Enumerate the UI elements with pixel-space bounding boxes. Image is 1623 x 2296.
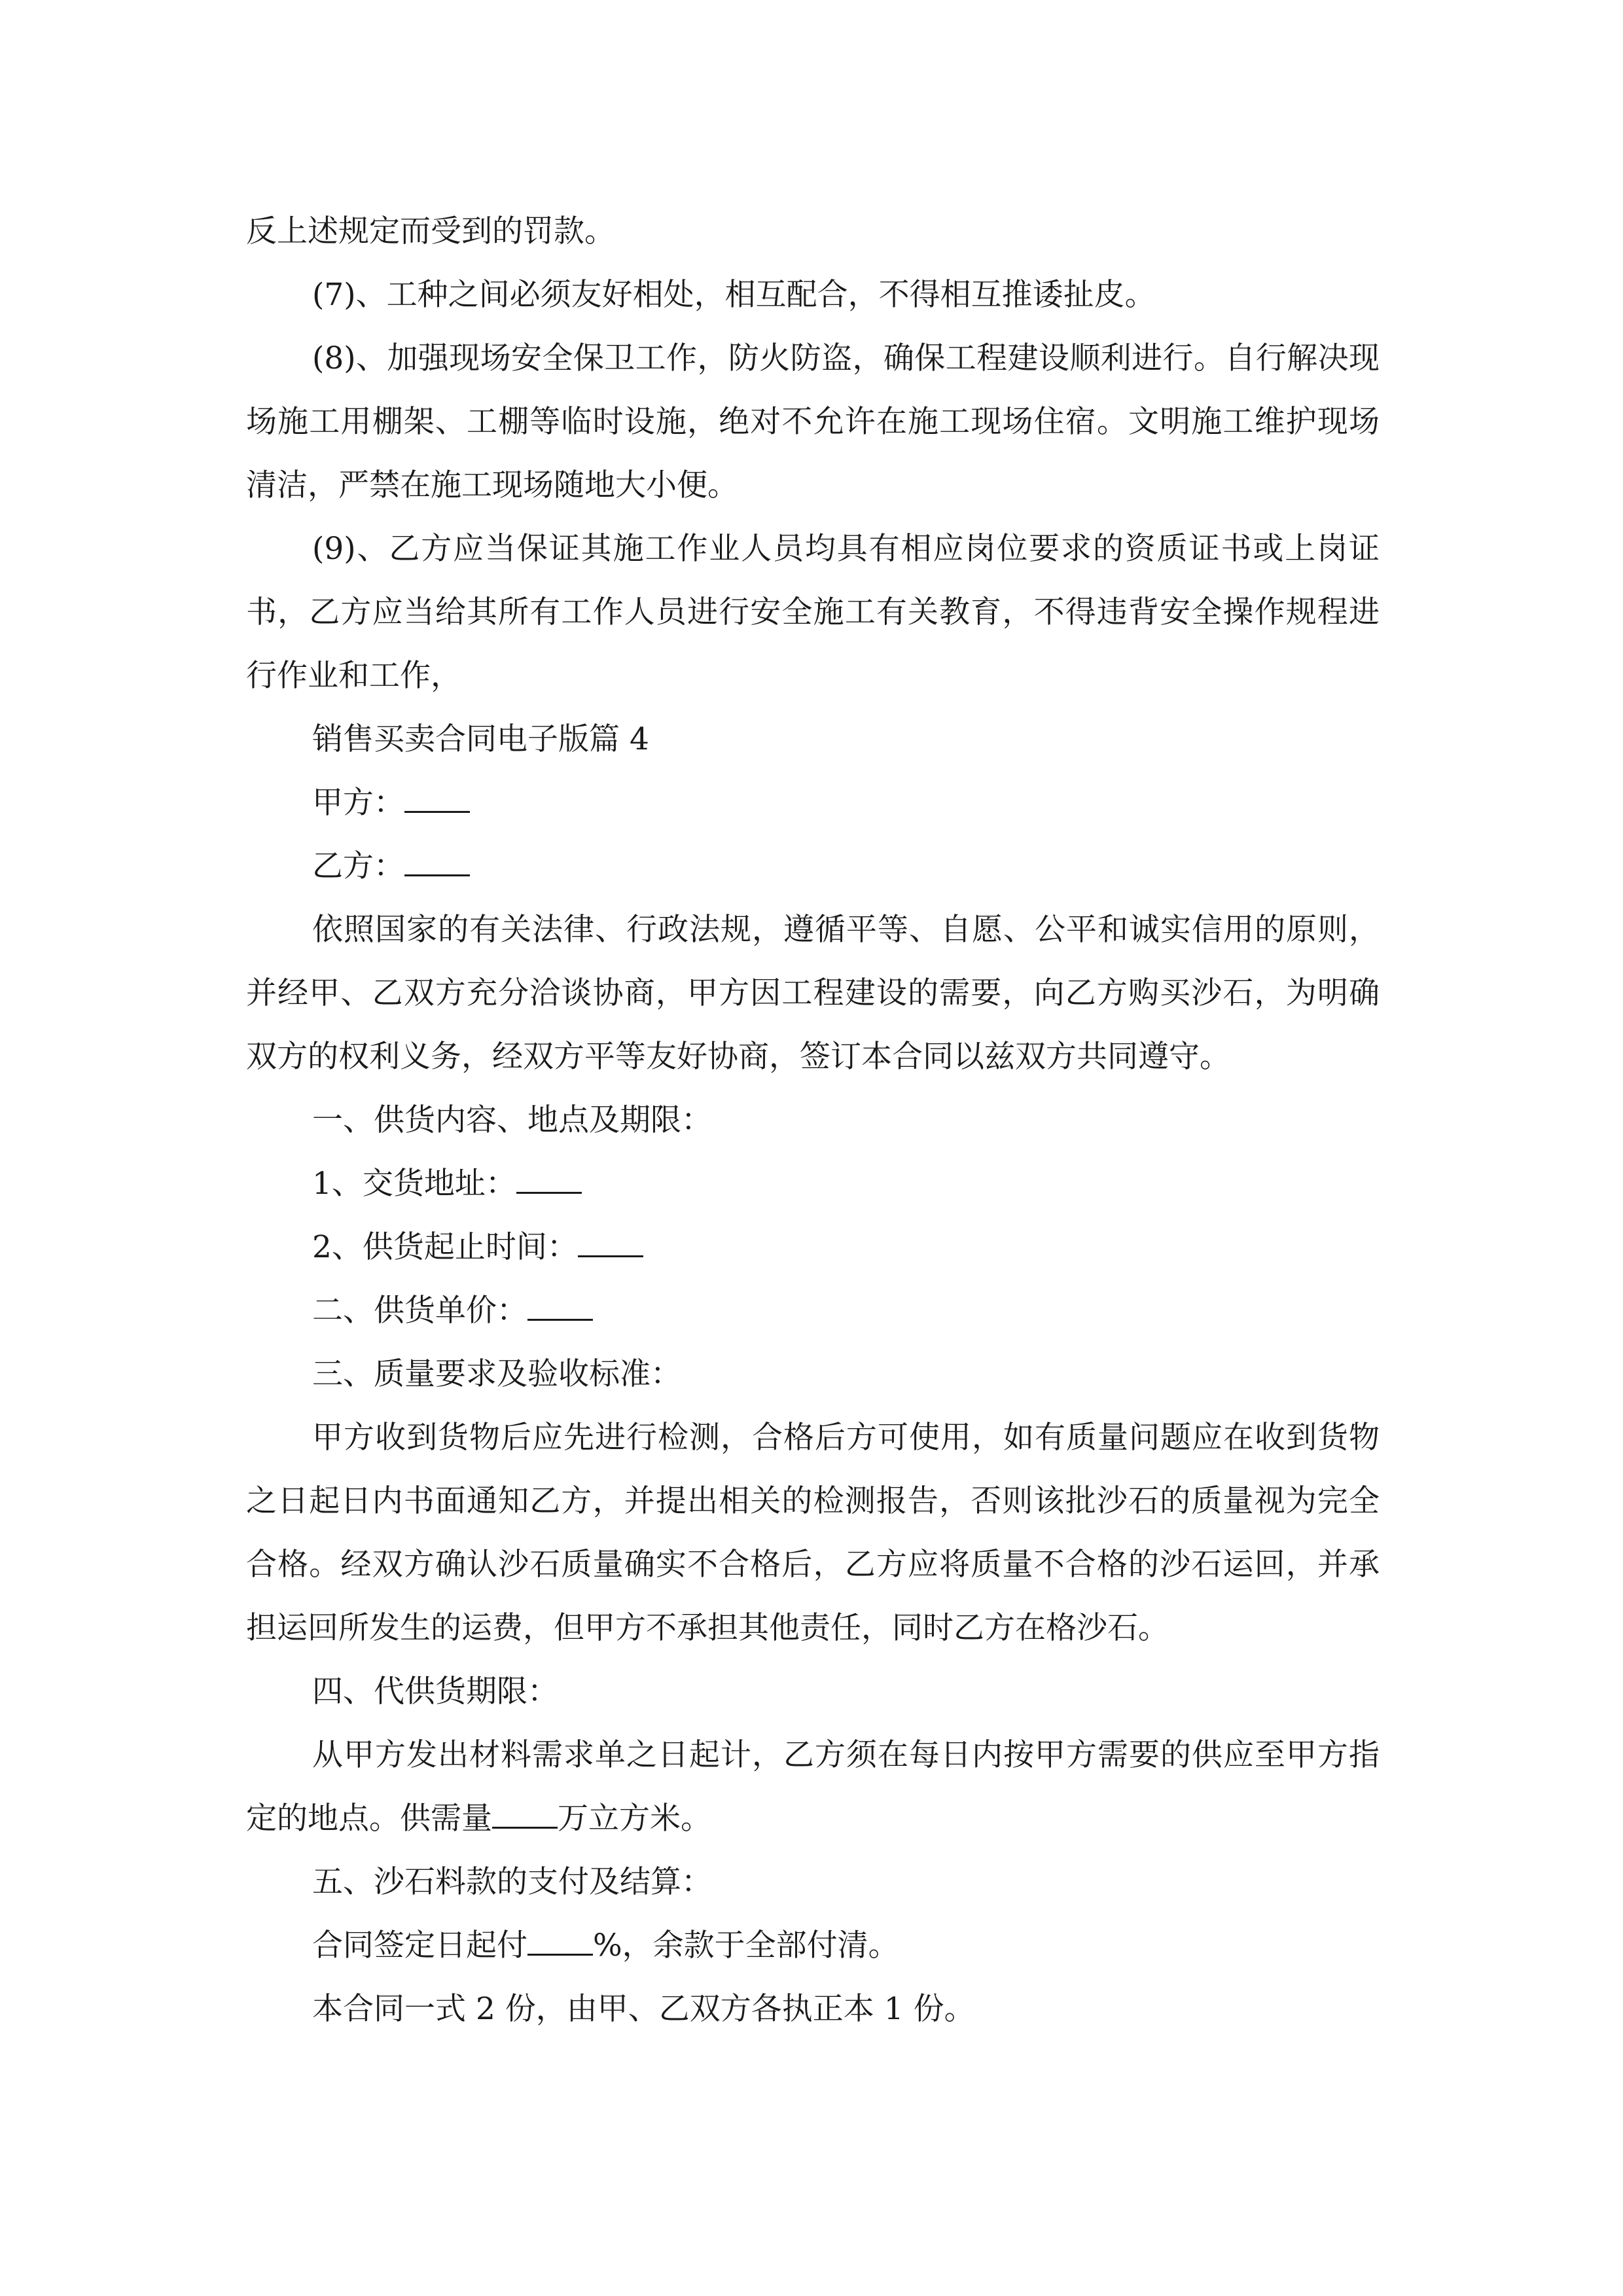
paragraph-text: 乙方：: [312, 848, 404, 884]
fill-in-blank: [527, 1929, 593, 1956]
fill-in-blank: [527, 1294, 593, 1321]
fill-in-blank: [578, 1230, 643, 1257]
paragraph: [246, 1215, 1380, 1279]
paragraph-text: 1、交货地址：: [312, 1166, 516, 1202]
fill-in-blank: [492, 1802, 558, 1829]
paragraph: [246, 1406, 1380, 1660]
paragraph-text: 从甲方发出材料需求单之日起计，乙方须在每日内按甲方需要的供应至甲方指定的地点。供需量: [246, 1737, 1380, 1837]
paragraph: [246, 517, 1380, 708]
paragraph-text: 五、沙石料款的支付及结算：: [312, 1864, 712, 1900]
paragraph-text: 甲方：: [312, 785, 404, 821]
paragraph: [246, 327, 1380, 517]
paragraph: [246, 1342, 1380, 1406]
paragraph-text: (8)、加强现场安全保卫工作，防火防盗，确保工程建设顺利进行。自行解决现场施工用棚架、工棚等临时设施，绝对不允许在施工现场住宿。文明施工维护现场清洁，严禁在施工现场随地大小便。: [246, 340, 1380, 503]
paragraph-text: 本合同一式 2 份，由甲、乙双方各执正本 1 份。: [312, 1991, 975, 2027]
paragraph: [246, 898, 1380, 1088]
paragraph: [246, 708, 1380, 771]
paragraph-text: 合同签定日起付: [312, 1928, 527, 1964]
fill-in-blank: [516, 1167, 582, 1194]
paragraph: [246, 1660, 1380, 1723]
paragraph-text: (7)、工种之间必须友好相处，相互配合，不得相互推诿扯皮。: [312, 277, 1156, 313]
paragraph-text: 依照国家的有关法律、行政法规，遵循平等、自愿、公平和诚实信用的原则，并经甲、乙双方充分洽谈协商，甲方因工程建设的需要，向乙方购买沙石，为明确双方的权利义务，经双方平等友好协商，签订本合同以兹双方共同遵守。: [246, 912, 1380, 1075]
paragraph: [246, 200, 1380, 263]
paragraph-text-after: %，余款于全部付清。: [593, 1928, 899, 1964]
paragraph: [246, 834, 1380, 898]
paragraph: [246, 1723, 1380, 1850]
fill-in-blank: [404, 786, 470, 813]
paragraph-text: 反上述规定而受到的罚款。: [246, 213, 615, 249]
paragraph: [246, 1914, 1380, 1977]
paragraph-text: 三、质量要求及验收标准：: [312, 1356, 681, 1392]
paragraph-text: 甲方收到货物后应先进行检测，合格后方可使用，如有质量问题应在收到货物之日起日内书面通知乙方，并提出相关的检测报告，否则该批沙石的质量视为完全合格。经双方确认沙石质量确实不合格后，乙方应将质量不合格的沙石运回，并承担运回所发生的运费，但甲方不承担其他责任，同时乙方在格沙石。: [246, 1420, 1380, 1646]
paragraph-text: 二、供货单价：: [312, 1293, 527, 1329]
paragraph: [246, 1977, 1380, 2041]
paragraph-text: 2、供货起止时间：: [312, 1229, 578, 1265]
paragraph: [246, 1152, 1380, 1215]
paragraph: [246, 1850, 1380, 1914]
paragraph: [246, 1279, 1380, 1342]
paragraph: [246, 263, 1380, 327]
paragraph-text: (9)、乙方应当保证其施工作业人员均具有相应岗位要求的资质证书或上岗证书，乙方应当给其所有工作人员进行安全施工有关教育，不得违背安全操作规程进行作业和工作，: [246, 531, 1380, 694]
paragraph: [246, 771, 1380, 834]
paragraph-text: 一、供货内容、地点及期限：: [312, 1102, 712, 1138]
paragraph: [246, 1088, 1380, 1152]
paragraph-text: 销售买卖合同电子版篇 4: [312, 721, 649, 757]
document-body: [246, 200, 1380, 2041]
paragraph-text: 四、代供货期限：: [312, 1674, 558, 1710]
paragraph-text-after: 万立方米。: [558, 1801, 711, 1837]
fill-in-blank: [404, 850, 470, 876]
